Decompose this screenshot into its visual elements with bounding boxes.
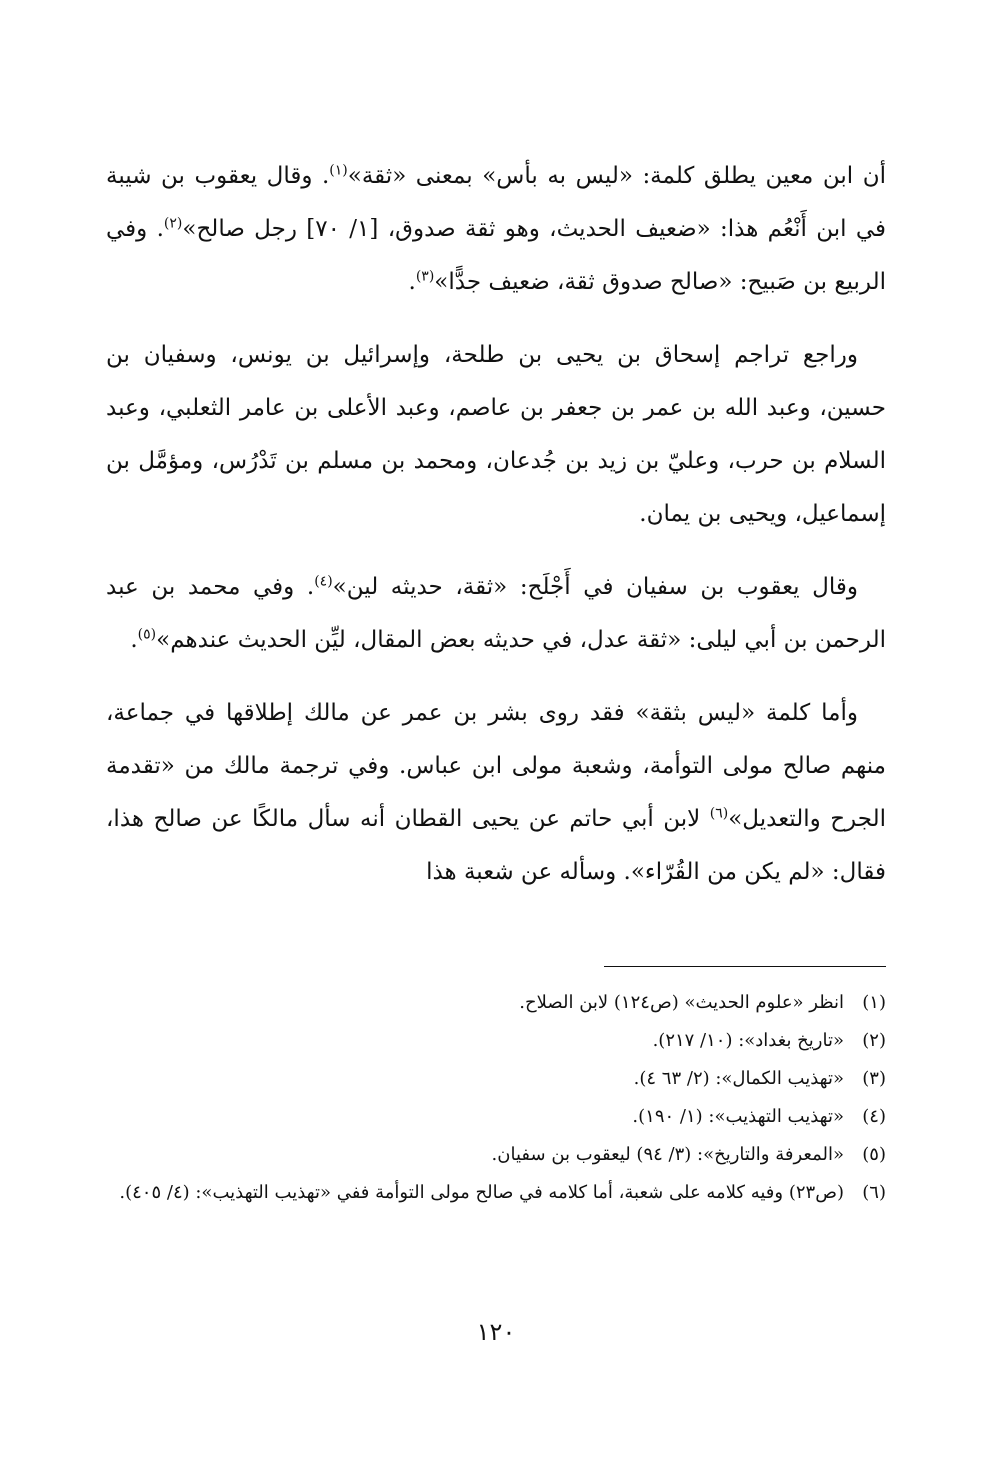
paragraph-2 bbox=[106, 329, 886, 541]
paragraph-1-segment: أن ابن معين يطلق كلمة: «ليس به بأس» بمعنى «ثقة» bbox=[347, 163, 886, 189]
paragraph-1-segment: . وقال يعقوب بن شيبة في ابن أَنْعُم هذا: «ضعيف الحديث، وهو ثقة صدوق، [١/ ٧٠] رجل صالح» bbox=[106, 163, 886, 242]
footnote-number: (١) bbox=[862, 992, 886, 1013]
footnote-text: «المعرفة والتاريخ»: (٣/ ٩٤) ليعقوب بن سفيان. bbox=[491, 1144, 844, 1165]
footnote-number: (٤) bbox=[862, 1106, 886, 1127]
footnote-text: «تهذيب التهذيب»: (١/ ١٩٠). bbox=[632, 1106, 844, 1127]
footnote-number: (٣) bbox=[862, 1068, 886, 1089]
footnote-ref-4[interactable]: (٤) bbox=[314, 573, 333, 590]
footnote-divider bbox=[604, 966, 886, 967]
footnote-number: (٦) bbox=[862, 1182, 886, 1203]
paragraph-3-segment: . bbox=[130, 627, 138, 653]
paragraph-3-segment: . وفي محمد بن عبد الرحمن بن أبي ليلى: «ثقة عدل، في حديثه بعض المقال، ليِّن الحديث عندهم» bbox=[106, 574, 886, 653]
footnote-3 bbox=[106, 1060, 886, 1098]
footnote-ref-5[interactable]: (٥) bbox=[137, 626, 157, 643]
footnote-number: (٢) bbox=[862, 1030, 886, 1051]
paragraph-4-segment: لابن أبي حاتم عن يحيى القطان أنه سأل مالكًا عن صالح هذا، فقال: «لم يكن من القُرّاء». وسأله عن شعبة هذا bbox=[106, 806, 886, 885]
paragraph-1-segment: . bbox=[408, 269, 416, 295]
main-text bbox=[106, 150, 886, 919]
footnote-ref-1[interactable]: (١) bbox=[329, 162, 348, 179]
footnote-ref-6[interactable]: (٦) bbox=[709, 805, 729, 822]
page-number: ١٢٠ bbox=[476, 1318, 516, 1346]
footnote-5 bbox=[106, 1136, 886, 1174]
footnote-2 bbox=[106, 1022, 886, 1060]
paragraph-4-segment: وأما كلمة «ليس بثقة» فقد روى بشر بن عمر عن مالك إطلاقها في جماعة، منهم صالح مولى التوأمة، وشعبة مولى ابن عباس. وفي ترجمة مالك من «تقدمة الجرح والتعديل» bbox=[106, 700, 886, 832]
paragraph-1-segment: . وفي الربيع بن صَبيح: «صالح صدوق ثقة، ضعيف جدًّا» bbox=[106, 216, 886, 295]
footnote-text: (ص٢٣) وفيه كلامه على شعبة، أما كلامه في صالح مولى التوأمة ففي «تهذيب التهذيب»: (٤/ ٤٠٥). bbox=[119, 1182, 844, 1203]
footnotes-section bbox=[106, 984, 886, 1212]
paragraph-3 bbox=[106, 561, 886, 667]
footnote-text: انظر «علوم الحديث» (ص١٢٤) لابن الصلاح. bbox=[519, 992, 844, 1013]
footnote-ref-3[interactable]: (٣) bbox=[415, 268, 435, 285]
footnote-text: «تهذيب الكمال»: (٢/ ٦٣ ٤). bbox=[633, 1068, 844, 1089]
footnote-6 bbox=[106, 1174, 886, 1212]
footnote-ref-2[interactable]: (٢) bbox=[163, 215, 183, 232]
footnote-number: (٥) bbox=[862, 1144, 886, 1165]
footnote-1 bbox=[106, 984, 886, 1022]
paragraph-1 bbox=[106, 150, 886, 309]
paragraph-3-segment: وقال يعقوب بن سفيان في أَجْلَح: «ثقة، حديثه لين» bbox=[332, 574, 859, 600]
footnote-text: «تاريخ بغداد»: (١٠/ ٢١٧). bbox=[652, 1030, 844, 1051]
footnote-4 bbox=[106, 1098, 886, 1136]
paragraph-2-segment: وراجع تراجم إسحاق بن يحيى بن طلحة، وإسرائيل بن يونس، وسفيان بن حسين، وعبد الله بن عمر بن جعفر بن عاصم، وعبد الأعلى بن عامر الثعلبي، وعبد السلام بن حرب، وعليّ بن زيد بن جُدعان، ومحمد بن مسلم بن تَدْرُس، ومؤمَّل بن إسماعيل، ويحيى بن يمان. bbox=[106, 342, 886, 527]
paragraph-4 bbox=[106, 687, 886, 899]
